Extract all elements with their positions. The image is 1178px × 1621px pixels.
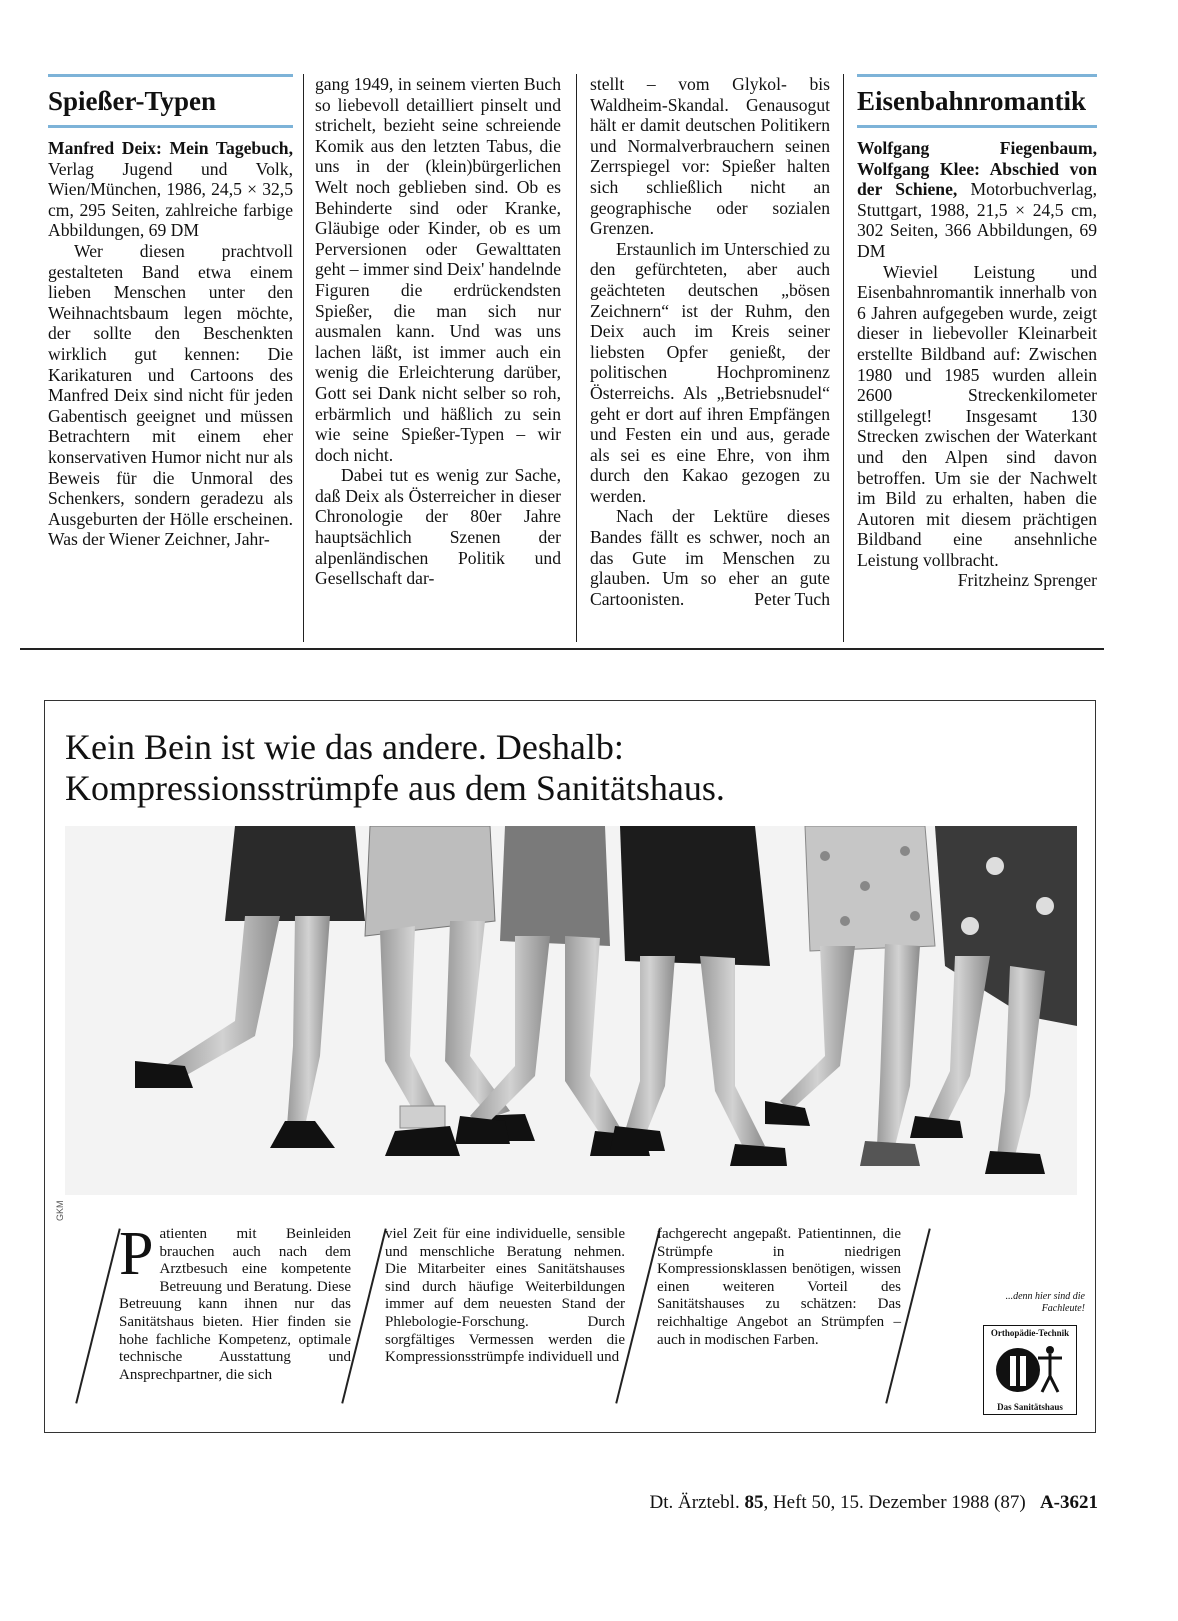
review-paragraph: Wieviel Leistung und Eisenbahnromantik innerhalb von 6 Jahren aufgegeben wurde, zeigt dieser in liebevoller Kleinarbeit erstellte Bildband auf: Zwischen 1980 und 1985 wurden allein 2600 Streckenkilometer stillgelegt! Insgesamt 130 Strecken zwischen der Waterkant und den Alpen sind davon betroffen. Um sie der Nachwelt im Bild zu erhalten, haben die Autoren mit diesem prächtigen Bildband eine ansehnliche Leistung vollbracht. [857,261,1097,570]
logo-text-top: Orthopädie-Technik [990,1328,1070,1338]
review-closing-text: Nach der Lektüre dieses Bandes fällt es schwer, noch an das Gute im Menschen zu glauben. Um so eher an gute Cartoonisten. [590,506,830,609]
book-author-title: Wolfgang Fiegenbaum, Wolfgang Klee: Abschied von der Schiene, [857,138,1097,200]
review-paragraph: gang 1949, in seinem vierten Buch so liebevoll detailliert pinselt und strichelt, bezieht seine schreiende Komik aus den letzten Tabus, die uns in der (klein)bürgerlichen Welt noch geblieben sind. Ob es Behinderte sind oder Kranke, Gläubige oder Kinder, ob es um Perversionen oder Gewalttaten geht – immer sind Deix' handelnde Figuren die erdrückendsten Spießer, die man sich nur ausmalen kann. Und was uns lachen läßt, ist immer auch ein wenig die Erleichterung darüber, Gott sei Dank nicht selber so roh, erbärmlich und häßlich zu sein wie seine Spießer-Typen – wir doch nicht. [315,74,562,465]
ad-body-text: atienten mit Beinleiden brauchen auch nach dem Arztbesuch eine kompetente Betreuung und Beratung. Diese Betreuung kann ihnen nur das Sanitätshaus bieten. Hier finden sie hohe fachliche Kompetenz, optimale technische Ausstattung und Ansprechpartner, die sich [119,1226,351,1383]
column-divider [576,74,577,642]
section-divider [20,648,1104,650]
heading-rule-bottom [857,125,1097,128]
drop-cap: P [119,1220,154,1288]
review-paragraph: Erstaunlich im Unterschied zu den gefürchteten, aber auch geächteten deutschen „bösen Zeichnern“ ist der Ruhm, den Deix auch im Kreis seiner liebsten Opfer genießt, der politischen Hochprominenz Österreichs. Als „Betriebsnudel“ geht er dort auf ihren Empfängen und Festen ein und aus, gerade als sei es eine Ehre, von ihm durch den Kakao gezogen zu werden. [590,238,830,506]
heading-rule-bottom [48,125,293,128]
ad-headline [65,727,725,809]
page-footer [568,1492,1098,1514]
review-continued [315,74,561,589]
journal-name: Dt. Ärztebl. [649,1492,745,1513]
ad-headline-line: Kompressionsstrümpfe aus dem Sanitätshaus. [65,768,725,808]
review-spiesser-typen [48,74,293,550]
decorative-slash [75,1228,120,1403]
review-eisenbahnromantik [857,74,1097,591]
review-author: Fritzheinz Sprenger [957,570,1097,591]
column-divider [303,74,304,642]
review-heading: Eisenbahnromantik [857,86,1087,116]
legs-illustration [65,826,1077,1195]
journal-volume: 85 [744,1492,764,1513]
sanitaetshaus-logo [983,1325,1077,1415]
sanitaetshaus-logo-block [965,1291,1085,1415]
column-divider [843,74,844,642]
ad-headline-line: Kein Bein ist wie das andere. Deshalb: [65,727,624,767]
review-paragraph: Dabei tut es wenig zur Sache, daß Deix als Österreicher in dieser Chronologie der 80er Jahre hauptsächlich Szenen der alpenländischen Politik und Gesellschaft dar- [315,465,561,589]
ad-text-column [385,1226,625,1367]
ad-body-text: viel Zeit für eine individuelle, sensible und menschliche Beratung nehmen. Die Mitarbeiter eines Sanitätshauses sind durch häufige Weiterbildungen immer auf dem neuesten Stand der Phlebologie-Forschung. Durch sorgfältiges Vermessen werden die Kompressionsstrümpfe individuell und [385,1226,625,1366]
review-continued [590,74,830,609]
advertisement [44,700,1096,1433]
heading-rule-top [857,74,1097,77]
logo-text-bottom: Das Sanitätshaus [997,1402,1063,1412]
ad-body-text: fachgerecht angepaßt. Patientinnen, die Strümpfe in niedrigen Kompressionsklassen benötigen, wissen einen weiteren Vorteil des Sanitätshauses zu schätzen: Das reichhaltige Angebot an Strümpfen – auch in modischen Farben. [657,1226,901,1348]
issue-date: , Heft 50, 15. Dezember 1988 (87) [763,1492,1026,1513]
book-details: Motorbuchverlag, Stuttgart, 1988, 21,5 × 24,5 cm, 302 Seiten, 366 Abbildungen, 69 DM [857,179,1097,261]
review-paragraph [590,506,830,609]
logo-tagline: ...denn hier sind die Fachleute! [1005,1291,1085,1314]
book-bibliography [857,138,1097,262]
ad-text-column [657,1226,901,1349]
review-heading: Spießer-Typen [48,86,217,116]
review-paragraph: Wer diesen prachtvoll gestalteten Band etwa einem lieben Menschen unter den Weihnachtsbaum legen möchte, der sollte den Beschenkten wirklich gut kennen: Die Karikaturen und Cartoons des Manfred Deix sind nicht für jeden Gabentisch geeignet und müssen Betrachtern mit einem eher konservativen Humor nicht nur als Beweis für die Unmoral des Schenkers, sondern geradezu als Ausgeburten der Hölle erscheinen. Was der Wiener Zeichner, Jahr- [48,240,293,550]
figure-logo-icon [984,1326,1076,1414]
book-bibliography [48,138,293,241]
page-number: A-3621 [1039,1492,1098,1513]
book-details: Verlag Jugend und Volk, Wien/München, 1986, 24,5 × 32,5 cm, 295 Seiten, zahlreiche farbige Abbildungen, 69 DM [48,158,293,241]
heading-rule-top [48,74,293,77]
legs-photo [65,826,1077,1195]
ad-text-column [119,1220,351,1384]
book-author-title: Manfred Deix: Mein Tagebuch, [48,138,293,158]
review-paragraph: stellt – vom Glykol- bis Waldheim-Skandal. Genausogut hält er damit deutschen Politikern und Normalverbrauchern seinen Zerrspiegel vor: Spießer halten sich schließlich nicht an geographische oder sozialen Grenzen. [590,74,830,239]
photo-credit: GKM [55,1200,65,1221]
review-author: Peter Tuch [754,588,830,609]
